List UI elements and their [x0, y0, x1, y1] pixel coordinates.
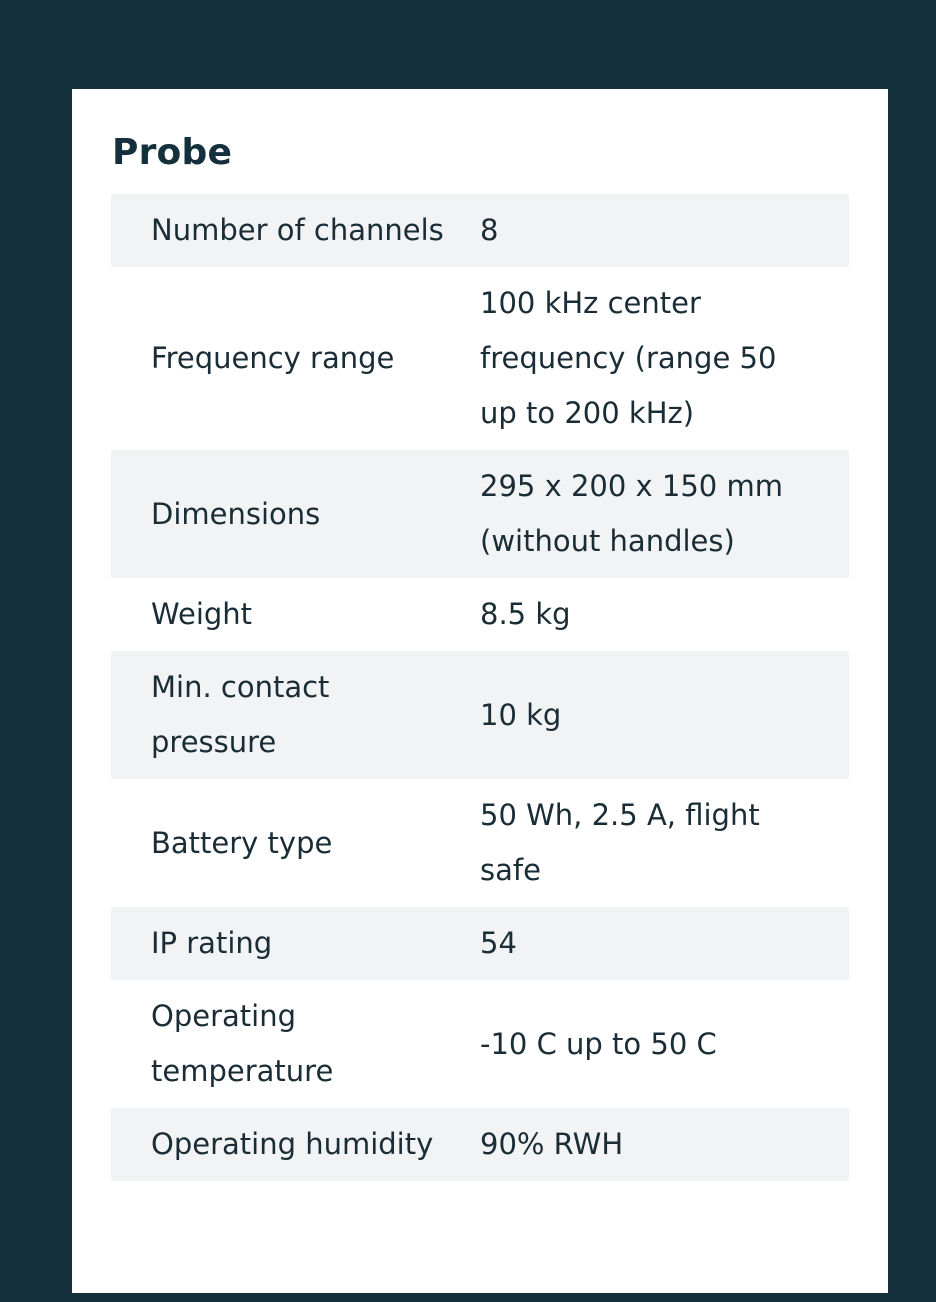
table-row — [111, 907, 849, 980]
spec-value: 54 — [480, 907, 849, 980]
table-row — [111, 779, 849, 907]
spec-value: 50 Wh, 2.5 A, flight safe — [480, 798, 760, 887]
table-row — [111, 578, 849, 651]
spec-label: Weight — [151, 597, 253, 631]
table-row — [111, 1108, 849, 1181]
spec-label: IP rating — [111, 907, 480, 980]
spec-value: 8 — [480, 194, 849, 267]
table-row — [111, 194, 849, 267]
spec-label: Number of channels — [111, 194, 480, 267]
spec-value: -10 C up to 50 C — [480, 1026, 717, 1061]
spec-value: 8.5 kg — [480, 597, 571, 631]
spec-label: Min. contact pressure — [111, 651, 480, 779]
spec-card — [72, 89, 888, 1293]
spec-value: 295 x 200 x 150 mm (without handles) — [480, 450, 849, 578]
table-row — [111, 651, 849, 779]
table-row — [111, 267, 849, 450]
spec-value: 100 kHz center frequency (range 50 up to 200 kHz) — [480, 286, 777, 430]
table-row — [111, 450, 849, 578]
spec-label: Dimensions — [111, 450, 480, 578]
spec-label: Operating temperature — [151, 999, 334, 1088]
section-title: Probe — [112, 132, 233, 173]
spec-label: Battery type — [151, 825, 333, 860]
spec-value: 10 kg — [480, 651, 849, 779]
table-row — [111, 980, 849, 1108]
spec-table — [111, 194, 849, 1181]
spec-value: 90% RWH — [480, 1108, 849, 1181]
spec-label: Operating humidity — [111, 1108, 480, 1181]
spec-label: Frequency range — [151, 341, 395, 375]
